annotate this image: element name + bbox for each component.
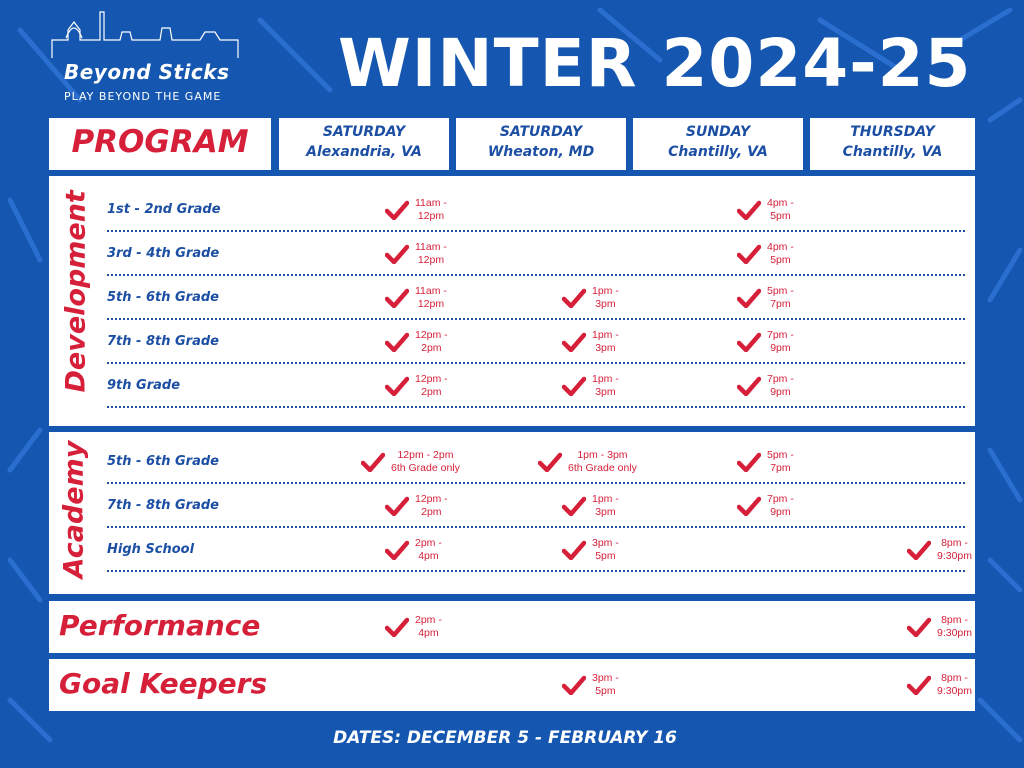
schedule-cell bbox=[562, 663, 619, 707]
time-range bbox=[937, 537, 972, 563]
schedule-cell bbox=[562, 484, 619, 528]
schedule-cell bbox=[562, 528, 619, 572]
schedule-row bbox=[107, 484, 965, 528]
time-line-1: 4pm - bbox=[767, 197, 794, 209]
column-header-2 bbox=[456, 118, 626, 170]
schedule-cell bbox=[737, 320, 794, 364]
development-panel bbox=[49, 176, 975, 426]
time-line-2: 5pm bbox=[770, 254, 791, 266]
time-range bbox=[937, 614, 972, 640]
time-range bbox=[568, 449, 637, 475]
schedule-cell bbox=[385, 276, 447, 320]
grade-label: 9th Grade bbox=[107, 378, 181, 393]
schedule-row bbox=[107, 276, 965, 320]
time-line-2: 12pm bbox=[417, 210, 445, 222]
time-line-1: 3pm - bbox=[592, 537, 619, 549]
brand-logo bbox=[50, 10, 240, 110]
checkmark-icon bbox=[562, 496, 586, 516]
time-range bbox=[415, 373, 448, 399]
time-line-1: 5pm - bbox=[767, 449, 794, 461]
schedule-row bbox=[107, 232, 965, 276]
checkmark-icon bbox=[562, 675, 586, 695]
time-line-2: 3pm bbox=[595, 386, 616, 398]
grade-label: High School bbox=[107, 542, 195, 557]
page-title: WINTER 2024-25 bbox=[338, 25, 972, 102]
time-line-1: 2pm - bbox=[415, 614, 442, 626]
time-range bbox=[415, 537, 442, 563]
schedule-row bbox=[107, 364, 965, 408]
time-line-2: 9pm bbox=[770, 506, 791, 518]
time-range bbox=[767, 329, 794, 355]
checkmark-icon bbox=[737, 288, 761, 308]
time-line-2: 7pm bbox=[770, 298, 791, 310]
column-header-1 bbox=[279, 118, 449, 170]
schedule-cell bbox=[385, 484, 448, 528]
schedule-cell bbox=[737, 276, 794, 320]
academy-label: Academy bbox=[58, 440, 90, 579]
performance-label: Performance bbox=[59, 609, 261, 642]
column-location: Wheaton, MD bbox=[487, 144, 595, 160]
time-range bbox=[391, 449, 460, 475]
checkmark-icon bbox=[361, 452, 385, 472]
time-range bbox=[415, 285, 447, 311]
time-line-2: 9pm bbox=[770, 342, 791, 354]
schedule-cell bbox=[737, 440, 794, 484]
time-range bbox=[767, 197, 794, 223]
schedule-cell bbox=[737, 364, 794, 408]
checkmark-icon bbox=[385, 332, 409, 352]
time-range bbox=[767, 493, 794, 519]
time-line-2: 7pm bbox=[770, 462, 791, 474]
time-line-1: 8pm - bbox=[941, 537, 968, 549]
checkmark-icon bbox=[562, 540, 586, 560]
checkmark-icon bbox=[562, 288, 586, 308]
time-line-1: 7pm - bbox=[767, 329, 794, 341]
development-label: Development bbox=[60, 190, 92, 393]
time-line-1: 1pm - bbox=[592, 373, 619, 385]
schedule-row bbox=[107, 188, 965, 232]
dates-footer: DATES: DECEMBER 5 - FEBRUARY 16 bbox=[333, 728, 677, 748]
time-range bbox=[767, 241, 794, 267]
time-line-1: 11am - bbox=[415, 241, 447, 253]
checkmark-icon bbox=[737, 376, 761, 396]
capitol-skyline-icon bbox=[50, 10, 240, 60]
goal-keepers-panel bbox=[49, 659, 975, 711]
schedule-cell bbox=[562, 364, 619, 408]
academy-panel bbox=[49, 432, 975, 594]
schedule-cell bbox=[385, 605, 442, 649]
schedule-cell bbox=[737, 188, 794, 232]
checkmark-icon bbox=[907, 540, 931, 560]
time-line-2: 12pm bbox=[417, 298, 445, 310]
time-line-2: 4pm bbox=[418, 627, 439, 639]
time-line-2: 6th Grade only bbox=[568, 462, 637, 474]
logo-tagline: PLAY BEYOND THE GAME bbox=[64, 90, 222, 103]
time-range bbox=[592, 672, 619, 698]
time-line-2: 3pm bbox=[595, 298, 616, 310]
time-line-2: 9:30pm bbox=[937, 627, 973, 639]
logo-name: Beyond Sticks bbox=[64, 60, 230, 84]
time-range bbox=[592, 493, 619, 519]
schedule-cell bbox=[385, 364, 448, 408]
checkmark-icon bbox=[737, 332, 761, 352]
time-line-1: 3pm - bbox=[592, 672, 619, 684]
time-line-2: 4pm bbox=[418, 550, 439, 562]
column-location: Chantilly, VA bbox=[842, 144, 943, 160]
schedule-cell bbox=[385, 188, 447, 232]
time-line-1: 11am - bbox=[415, 197, 447, 209]
checkmark-icon bbox=[385, 496, 409, 516]
time-range bbox=[767, 373, 794, 399]
checkmark-icon bbox=[562, 376, 586, 396]
time-range bbox=[592, 285, 619, 311]
time-line-1: 1pm - bbox=[592, 285, 619, 297]
column-day: SATURDAY bbox=[322, 124, 406, 140]
schedule-row bbox=[107, 320, 965, 364]
time-line-2: 9pm bbox=[770, 386, 791, 398]
performance-panel bbox=[49, 601, 975, 653]
checkmark-icon bbox=[385, 540, 409, 560]
schedule-cell bbox=[385, 232, 447, 276]
column-day: SATURDAY bbox=[499, 124, 583, 140]
time-range bbox=[415, 493, 448, 519]
time-line-1: 1pm - bbox=[592, 493, 619, 505]
time-range bbox=[415, 614, 442, 640]
checkmark-icon bbox=[907, 675, 931, 695]
schedule-cell bbox=[562, 276, 619, 320]
checkmark-icon bbox=[907, 617, 931, 637]
column-location: Chantilly, VA bbox=[668, 144, 768, 160]
grade-label: 5th - 6th Grade bbox=[107, 454, 219, 469]
time-line-1: 7pm - bbox=[767, 493, 794, 505]
goal-keepers-label: Goal Keepers bbox=[59, 667, 268, 700]
checkmark-icon bbox=[737, 244, 761, 264]
time-line-2: 2pm bbox=[421, 386, 442, 398]
schedule-cell bbox=[562, 320, 619, 364]
grade-label: 3rd - 4th Grade bbox=[107, 246, 220, 261]
time-line-2: 5pm bbox=[770, 210, 791, 222]
time-line-1: 4pm - bbox=[767, 241, 794, 253]
time-line-1: 12pm - 2pm bbox=[397, 449, 454, 461]
column-day: THURSDAY bbox=[850, 124, 935, 140]
checkmark-icon bbox=[385, 376, 409, 396]
checkmark-icon bbox=[385, 244, 409, 264]
schedule-cell bbox=[361, 440, 460, 484]
time-range bbox=[592, 537, 619, 563]
schedule-cell bbox=[737, 484, 794, 528]
time-line-1: 1pm - bbox=[592, 329, 619, 341]
time-line-2: 2pm bbox=[421, 506, 442, 518]
program-header: PROGRAM bbox=[49, 118, 271, 170]
checkmark-icon bbox=[385, 288, 409, 308]
time-line-2: 9:30pm bbox=[937, 685, 973, 697]
grade-label: 7th - 8th Grade bbox=[107, 498, 219, 513]
schedule-cell bbox=[737, 232, 794, 276]
time-line-2: 3pm bbox=[595, 506, 616, 518]
time-line-1: 12pm - bbox=[415, 373, 448, 385]
time-range bbox=[937, 672, 972, 698]
checkmark-icon bbox=[737, 496, 761, 516]
time-line-1: 7pm - bbox=[767, 373, 794, 385]
time-line-2: 6th Grade only bbox=[391, 462, 460, 474]
time-range bbox=[767, 285, 794, 311]
time-line-1: 12pm - bbox=[415, 493, 448, 505]
time-line-1: 1pm - 3pm bbox=[577, 449, 628, 461]
checkmark-icon bbox=[737, 452, 761, 472]
time-line-1: 2pm - bbox=[415, 537, 442, 549]
checkmark-icon bbox=[538, 452, 562, 472]
time-line-1: 11am - bbox=[415, 285, 447, 297]
schedule-row bbox=[107, 440, 965, 484]
column-location: Alexandria, VA bbox=[306, 144, 422, 160]
schedule-cell bbox=[385, 320, 448, 364]
column-header-3 bbox=[633, 118, 803, 170]
checkmark-icon bbox=[562, 332, 586, 352]
grade-label: 5th - 6th Grade bbox=[107, 290, 219, 305]
schedule-cell bbox=[907, 605, 972, 649]
time-line-1: 12pm - bbox=[415, 329, 448, 341]
time-range bbox=[415, 197, 447, 223]
time-line-1: 5pm - bbox=[767, 285, 794, 297]
grade-label: 1st - 2nd Grade bbox=[107, 202, 221, 217]
time-line-2: 2pm bbox=[421, 342, 442, 354]
time-line-2: 12pm bbox=[417, 254, 445, 266]
column-header-4 bbox=[810, 118, 975, 170]
schedule-cell bbox=[385, 528, 442, 572]
time-line-2: 9:30pm bbox=[937, 550, 973, 562]
checkmark-icon bbox=[385, 200, 409, 220]
time-line-2: 5pm bbox=[595, 685, 616, 697]
time-range bbox=[415, 329, 448, 355]
time-range bbox=[415, 241, 447, 267]
time-line-2: 3pm bbox=[595, 342, 616, 354]
time-range bbox=[767, 449, 794, 475]
schedule-row bbox=[107, 528, 973, 572]
grade-label: 7th - 8th Grade bbox=[107, 334, 219, 349]
checkmark-icon bbox=[385, 617, 409, 637]
time-range bbox=[592, 373, 619, 399]
time-line-2: 5pm bbox=[595, 550, 616, 562]
time-range bbox=[592, 329, 619, 355]
time-line-1: 8pm - bbox=[941, 614, 968, 626]
time-line-1: 8pm - bbox=[941, 672, 968, 684]
column-day: SUNDAY bbox=[685, 124, 751, 140]
schedule-cell bbox=[907, 528, 972, 572]
schedule-cell bbox=[538, 440, 637, 484]
schedule-cell bbox=[907, 663, 972, 707]
checkmark-icon bbox=[737, 200, 761, 220]
